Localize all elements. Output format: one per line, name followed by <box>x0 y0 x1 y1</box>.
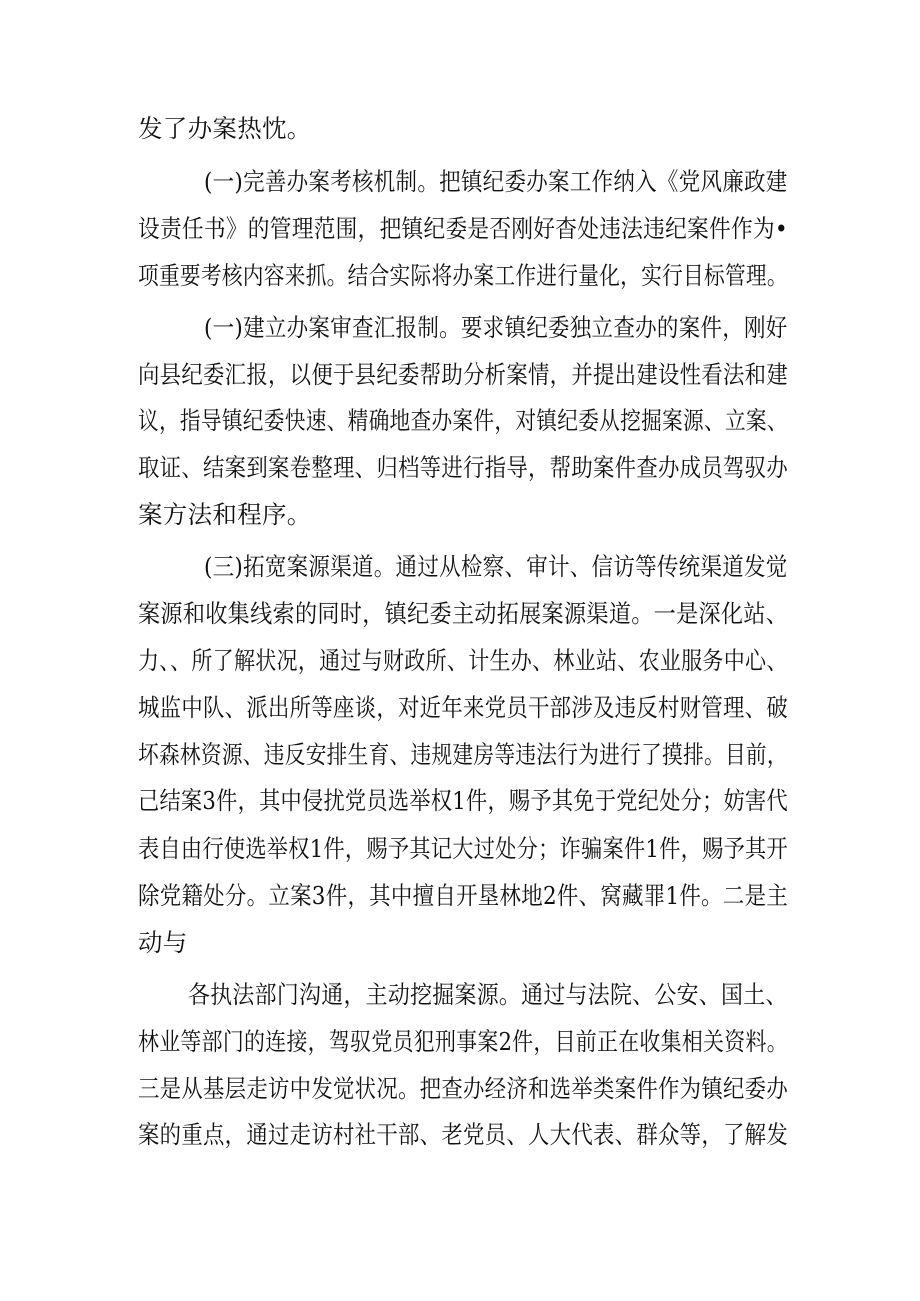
text-line: 设责任书》的管理范围，把镇纪委是否刚好杳处违法违纪案件作为• <box>138 214 788 243</box>
text-line: 项重要考核内容来抓。结合实际将办案工作进行量化，实行目标管理。 <box>138 261 788 290</box>
text-line: 案源和收集线索的同时，镇纪委主动拓展案源渠道。一是深化站、 <box>138 599 789 628</box>
text-line: 案方法和程序。 <box>138 500 312 529</box>
text-line: 取证、结案到案卷整理、归档等进行指导，帮助案件查办成员驾驭办 <box>138 453 788 482</box>
text-line: 案的重点，通过走访村社干部、老党员、人大代表、群众等，了解发 <box>138 1120 788 1149</box>
text-line: 城监中队、派出所等座谈，对近年来党员干部涉及违反村财管理、破 <box>138 693 788 722</box>
text-line: (一)建立办案审查汇报制。要求镇纪委独立查办的案件，刚好 <box>204 313 788 342</box>
text-line: 发了办案热忱。 <box>138 114 312 143</box>
text-line: 力、、所了解状况，通过与财政所、计生办、林业站、农业服务中心、 <box>138 646 788 675</box>
text-line: 表自由行使选举权1件，赐予其记大过处分；诈骗案件1件，赐予其开 <box>138 834 788 863</box>
text-line: 林业等部门的连接，驾驭党员犯刑事案2件，目前正在收集相关资料。 <box>138 1027 788 1056</box>
text-line: 各执法部门沟通，主动挖掘案源。通过与法院、公安、国土、 <box>188 980 788 1009</box>
text-line: 除党籍处分。立案3件，其中擅自开垦林地2件、窝藏罪1件。二是主 <box>138 881 789 910</box>
text-line: 己结案3件，其中侵扰党员选举权1件，赐予其免于党纪处分；妨害代 <box>138 786 788 815</box>
text-line: 议，指导镇纪委快速、精确地查办案件，对镇纪委从挖掘案源、立案、 <box>138 406 788 435</box>
text-line: (一)完善办案考核机制。把镇纪委办案工作纳入《党风廉政建 <box>204 167 788 196</box>
text-line: 坏森林资源、违反安排生育、违规建房等违法行为进行了摸排。目前， <box>138 740 788 769</box>
text-line: (三)拓宽案源渠道。通过从检察、审计、信访等传统渠道发觉 <box>204 552 788 581</box>
text-line: 动与 <box>138 928 188 957</box>
text-line: 向县纪委汇报，以便于县纪委帮助分析案情，并提出建设性看法和建 <box>138 360 788 389</box>
text-line: 三是从基层走访中发觉状况。把查办经济和选举类案件作为镇纪委办 <box>138 1074 788 1103</box>
